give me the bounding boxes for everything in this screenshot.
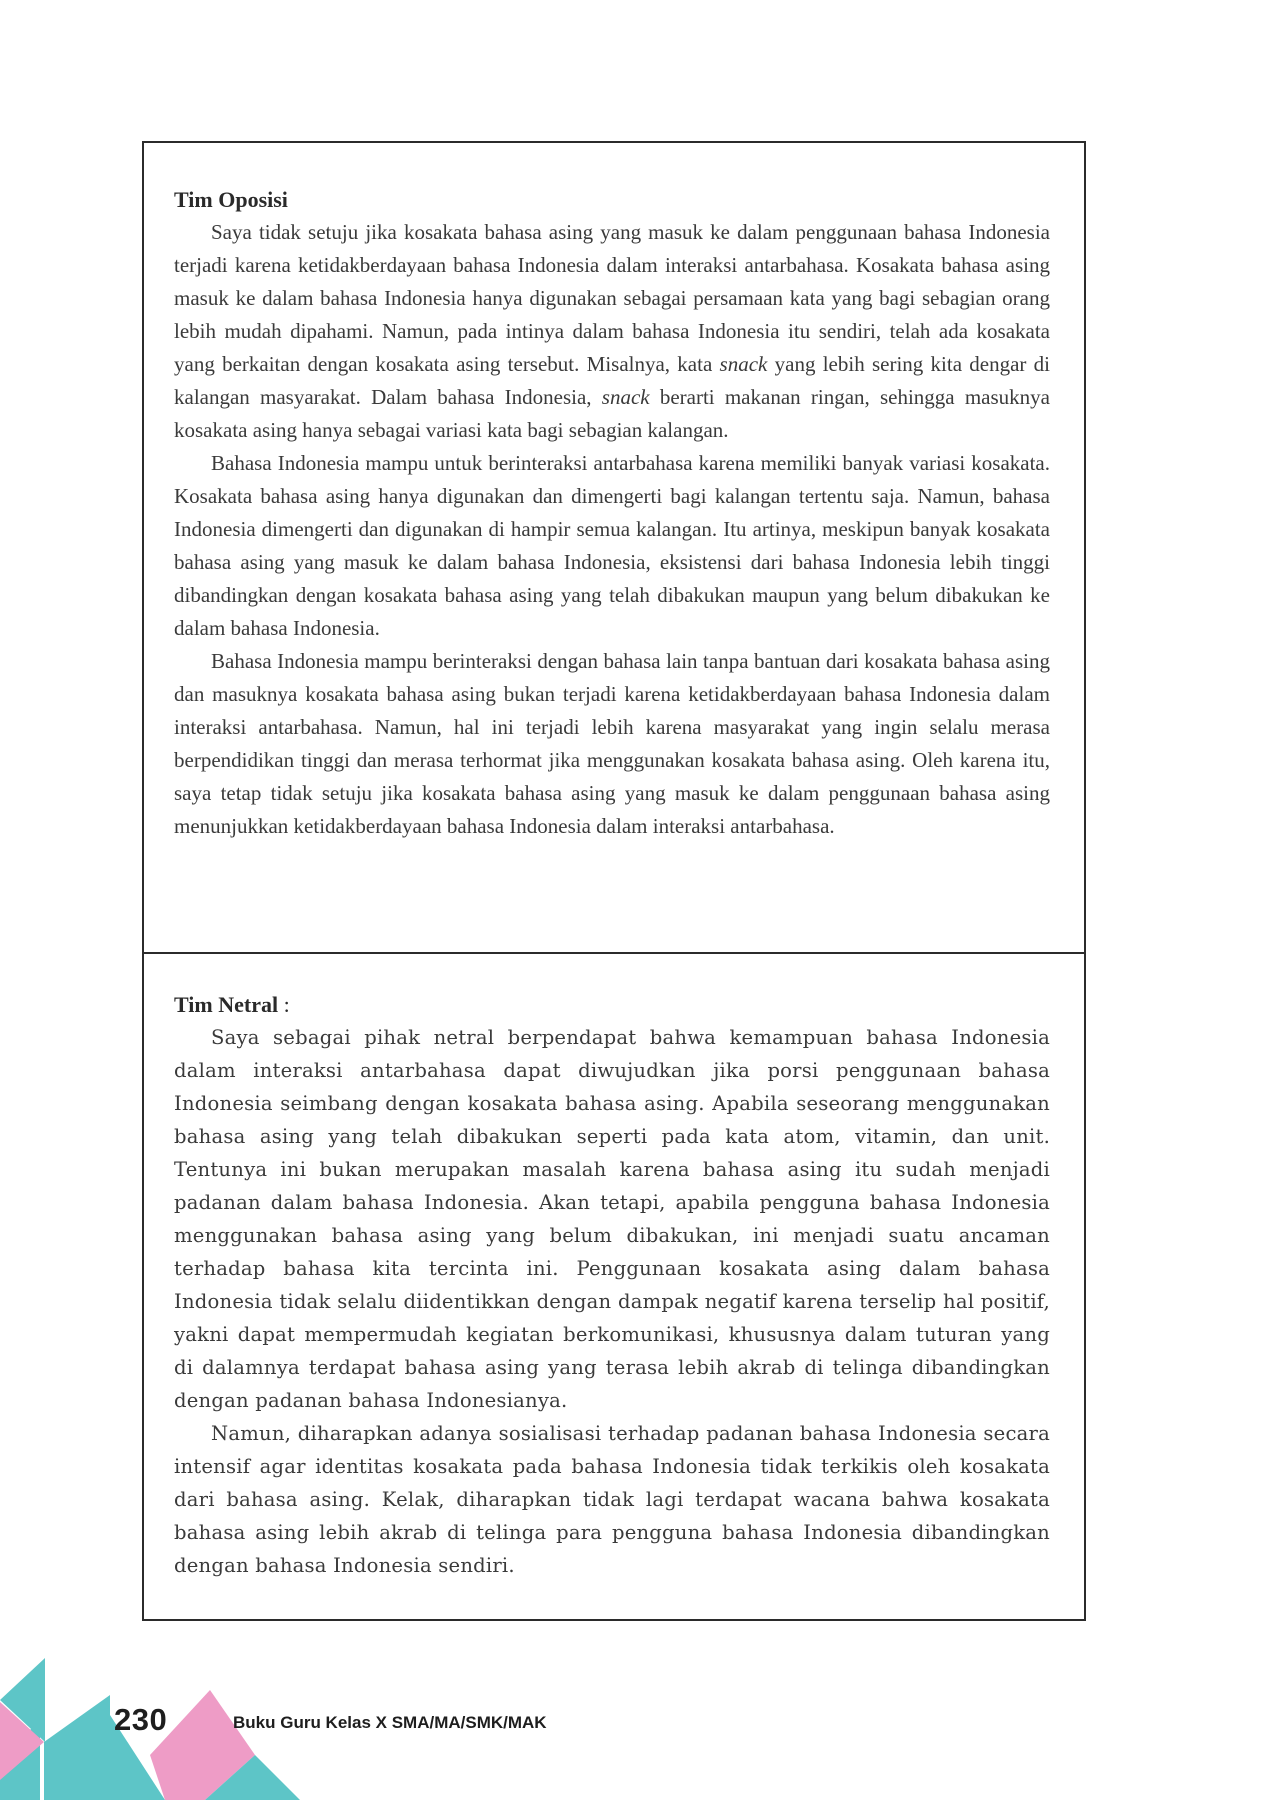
section-heading: Tim Netral : — [174, 992, 290, 1017]
teal-triangle — [44, 1695, 110, 1800]
paragraph: Saya sebagai pihak netral berpendapat bahwa kemampuan bahasa Indonesia dalam interaksi antarbahasa dapat diwujudkan jika porsi penggunaan bahasa Indonesia seimbang dengan kosakata bahasa asing. Apabila seseorang menggunakan bahasa asing yang telah dibakukan seperti pada kata atom, vitamin, dan unit. Tentunya ini bukan merupakan masalah karena bahasa asing itu sudah menjadi padanan dalam bahasa Indonesia. Akan tetapi, apabila pengguna bahasa Indonesia menggunakan bahasa asing yang belum dibakukan, ini menjadi suatu ancaman terhadap bahasa kita tercinta ini. Penggunaan kosakata asing dalam bahasa Indonesia tidak selalu diidentikkan dengan dampak negatif karena terselip hal positif, yakni dapat mempermudah kegiatan berkomunikasi, khususnya dalam tuturan yang di dalamnya terdapat bahasa asing yang terasa lebih akrab di telinga dibandingkan dengan padanan bahasa Indonesianya. — [174, 1026, 1050, 1412]
paragraph: Namun, diharapkan adanya sosialisasi terhadap padanan bahasa Indonesia secara intensif agar identitas kosakata pada bahasa Indonesia tidak terkikis oleh kosakata dari bahasa asing. Kelak, diharapkan tidak lagi terdapat wacana bahwa kosakata bahasa asing lebih akrab di telinga para pengguna bahasa Indonesia dibandingkan dengan bahasa Indonesia sendiri. — [174, 1422, 1050, 1577]
debate-box-netral — [142, 952, 1086, 1621]
section-heading: Tim Oposisi — [174, 187, 288, 212]
page-number: 230 — [114, 1702, 168, 1737]
paragraph: Bahasa Indonesia mampu berinteraksi dengan bahasa lain tanpa bantuan dari kosakata bahasa asing dan masuknya kosakata bahasa asing bukan terjadi karena ketidakberdayaan bahasa Indonesia dalam interaksi antarbahasa. Namun, hal ini terjadi lebih karena masyarakat yang ingin selalu merasa berpendidikan tinggi dan merasa terhormat jika menggunakan kosakata bahasa asing. Oleh karena itu, saya tetap tidak setuju jika kosakata bahasa asing yang masuk ke dalam penggunaan bahasa asing menunjukkan ketidakberdayaan bahasa Indonesia dalam interaksi antarbahasa. — [174, 649, 1050, 838]
book-title: Buku Guru Kelas X SMA/MA/SMK/MAK — [233, 1713, 547, 1732]
paragraph: Saya tidak setuju jika kosakata bahasa asing yang masuk ke dalam penggunaan bahasa Indonesia terjadi karena ketidakberdayaan bahasa Indonesia dalam interaksi antarbahasa. Kosakata bahasa asing masuk ke dalam bahasa Indonesia hanya digunakan sebagai persamaan kata yang bagi sebagian orang lebih mudah dipahami. Namun, pada intinya dalam bahasa Indonesia itu sendiri, telah ada kosakata yang berkaitan dengan kosakata asing tersebut. Misalnya, kata snack yang lebih sering kita dengar di kalangan masyarakat. Dalam bahasa Indonesia, snack berarti makanan ringan, sehingga masuknya kosakata asing hanya sebagai variasi kata bagi sebagian kalangan. — [174, 220, 1051, 442]
debate-box-oposisi — [142, 141, 1086, 952]
paragraph: Bahasa Indonesia mampu untuk berinteraksi antarbahasa karena memiliki banyak variasi kosakata. Kosakata bahasa asing hanya digunakan dan dimengerti bagi kalangan tertentu saja. Namun, bahasa Indonesia dimengerti dan digunakan di hampir semua kalangan. Itu artinya, meskipun banyak kosakata bahasa asing yang masuk ke dalam bahasa Indonesia, eksistensi dari bahasa Indonesia lebih tinggi dibandingkan dengan kosakata bahasa asing yang telah dibakukan maupun yang belum dibakukan ke dalam bahasa Indonesia. — [174, 451, 1050, 640]
